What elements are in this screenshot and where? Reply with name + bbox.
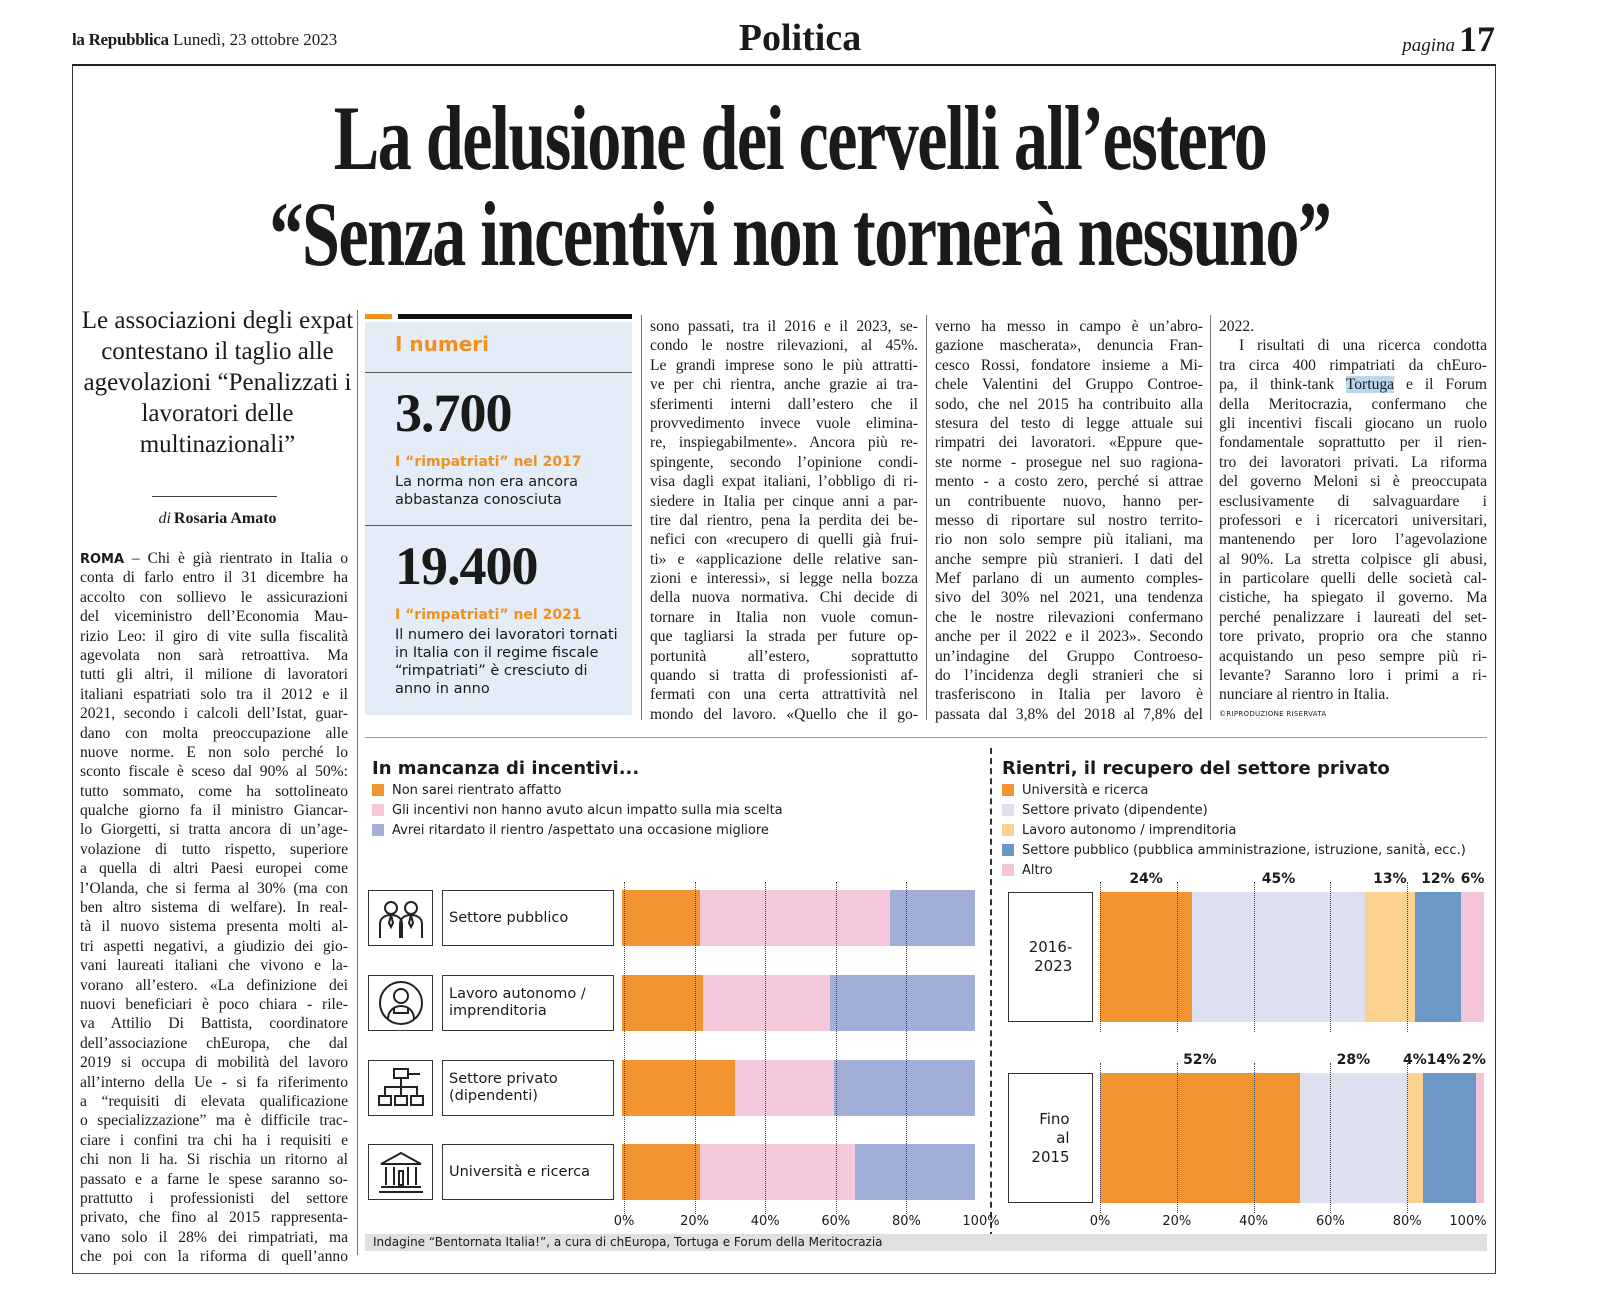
legend-label: Non sarei rientrato affatto (392, 782, 562, 798)
text-line: un contribuente nuovo, hanno per- (935, 492, 1203, 510)
text-line: passato e a farne le spese saranno so- (80, 1170, 348, 1188)
stat-description: La norma non era ancora abbastanza conosciuta (395, 474, 578, 508)
text-line: anche per il 2022 e il 2023». Secondo (935, 628, 1203, 646)
legend-label: Settore pubblico (pubblica amministrazione, istruzione, sanità, ecc.) (1022, 842, 1466, 858)
text-line: visa dagli expat italiani, l’obbligo di ri- (650, 473, 918, 491)
text-line: tri aspetti negativi, a giudizio dei gio- (80, 937, 348, 955)
text-line: nefici con «recupero di quelli già frui- (650, 531, 918, 549)
text-line: provvedimento invece vuole elimina- (650, 414, 918, 432)
text-line: acquistando un peso sempre più ri- (1219, 647, 1487, 665)
text-line: fondamentale soprattutto per il rien- (1219, 434, 1487, 452)
chart2-legend (1002, 780, 1466, 880)
x-tick-label: 40% (750, 1214, 780, 1229)
text-line: do l’incidenza degli stranieri che si (935, 667, 1203, 685)
text-line: zioni e interessi», si legge nella bozza (650, 570, 918, 588)
text-line: prattutto i professionisti del settore (80, 1189, 348, 1207)
issue-date: Lunedì, 23 ottobre 2023 (172, 30, 338, 49)
data-label: 2% (1462, 1052, 1486, 1068)
text-line (80, 549, 348, 568)
data-label: 13% (1373, 871, 1407, 887)
article-column-3 (935, 317, 1203, 724)
text-line: volazione di tutto rispetto, superiore (80, 840, 348, 858)
text-line: vano solo il 28% dei rimpatriati, ma (80, 1228, 348, 1246)
text-line: tire dal rientro, pena la perdita dei be- (650, 511, 918, 529)
x-tick-label: 60% (821, 1214, 851, 1229)
text-line: tra circa 400 rimpatriati da chEuro- (1219, 356, 1487, 374)
text-line: ciare i confini tra chi ha i requisiti e (80, 1131, 348, 1149)
data-label: 4% (1402, 1052, 1427, 1068)
text-line: levante? Saranno loro i primi a ri- (1219, 667, 1487, 685)
chart2-title: Rientri, il recupero del settore privato (1002, 758, 1390, 779)
text-line: quando si tratta di professionisti af- (650, 667, 918, 685)
legend-item (372, 780, 783, 800)
text-line: trasferiscono in Italia per lavoro è (935, 686, 1203, 704)
text-line: Mef parlano di un aumento comples- (935, 570, 1203, 588)
text-line: dano con molta preoccupazione alle (80, 724, 348, 742)
text-line: dell’associazione chEuropa, che dal (80, 1034, 348, 1052)
page-number (1402, 18, 1495, 60)
deck: Le associazioni degli expat contestano il taglio alle agevolazioni “Penalizzati i lavoratori delle multinazionali” (81, 307, 354, 458)
legend-swatch (372, 824, 384, 836)
stat-value: 3.700 (395, 383, 512, 443)
text-line: mento - a costo zero, perché si attrae (935, 473, 1203, 491)
copyright-notice: ©RIPRODUZIONE RISERVATA (1219, 710, 1327, 718)
text-line: pa, il think-tank Tortuga e il Forum (1219, 376, 1488, 394)
section-divider (365, 737, 1487, 738)
data-label: 28% (1336, 1052, 1371, 1068)
legend-swatch (1002, 804, 1014, 816)
text-line: vorano all’estero. «La definizione dei (80, 976, 348, 994)
text-line: in particolare quelli delle società cal- (1219, 570, 1487, 588)
byline-prefix: di (158, 510, 171, 527)
text-line: gazione mascherata», denuncia Fran- (935, 337, 1203, 355)
text-line: a “requisiti di elevata qualificazione (80, 1092, 348, 1110)
legend-swatch (372, 784, 384, 796)
text-line: vani laureati italiani che vivono e la- (80, 957, 348, 975)
text-line: chele Valentini del Gruppo Controe- (935, 376, 1203, 394)
x-tick-label: 0% (1089, 1214, 1111, 1229)
numbers-divider (365, 525, 632, 526)
row-label: 2016- 2023 (1008, 892, 1093, 1022)
x-tick-label: 60% (1315, 1214, 1345, 1229)
stat-label: I “rimpatriati” nel 2017 (395, 454, 582, 470)
text-line: tro dei lavoratori privati. La riforma (1219, 453, 1487, 471)
legend-item (1002, 840, 1466, 860)
text-line: all’interno della Ue - si fa riferimento (80, 1073, 348, 1091)
x-tick-label: 100% (1449, 1214, 1487, 1229)
text-line: fermati con una certa attrattività nel (650, 686, 918, 704)
column-divider (357, 310, 358, 1255)
box-accent-bar (365, 314, 392, 319)
text-line: anche sempre più stranieri. I dati del (935, 550, 1203, 568)
data-label: 52% (1183, 1052, 1217, 1068)
article-column-2 (650, 317, 918, 724)
text-line: l’Olanda, che si ferma al 30% (ma con (80, 879, 348, 897)
page-number-value: 17 (1459, 19, 1495, 59)
chart1-title: In mancanza di incentivi... (372, 758, 640, 779)
legend-swatch (1002, 844, 1014, 856)
text-line: sferimenti interni dall’estero che il (650, 395, 918, 413)
text-line: nunciare al rientro in Italia. (1219, 686, 1390, 704)
headline-line-2 (0, 183, 1600, 285)
text-line: del governo Meloni si è preoccupata (1219, 473, 1487, 491)
legend-label: Università e ricerca (1022, 782, 1149, 798)
column-divider (641, 315, 642, 720)
text-line: a quella di altri Paesi europei come (80, 860, 348, 878)
text-line: lo Giorgetti, si tratta ancora di un’age- (80, 821, 348, 839)
text-line: privato, che fino al 2015 rappresenta- (80, 1209, 348, 1227)
text-line: ti» e «applicazione delle relative san- (650, 550, 918, 568)
stat-label: I “rimpatriati” nel 2021 (395, 607, 582, 623)
legend-item (1002, 820, 1466, 840)
text-line: Le grandi imprese sono le più attratti- (650, 356, 918, 374)
text-line: rizio Leo: il giro di vite sulla fiscalità (80, 627, 348, 645)
text-line: rimpatri dei lavoratori. «Eppure que- (935, 434, 1203, 452)
text-line: re, inspiegabilmente». Ancora più re- (650, 434, 918, 452)
text-line: professori e i ricercatori universitari, (1219, 511, 1487, 529)
text-line: sono passati, tra il 2016 e il 2023, se- (650, 318, 918, 335)
text-line: passata dal 3,8% del 2018 al 7,8% del (935, 705, 1203, 723)
text-line: al 90%. La stretta colpisce gli abusi, (1219, 550, 1487, 568)
data-label: 14% (1426, 1052, 1461, 1068)
legend-label: Lavoro autonomo / imprenditoria (1022, 822, 1237, 838)
x-tick-label: 100% (962, 1214, 1000, 1229)
text-line: un’indagine del Gruppo Controeso- (935, 647, 1203, 665)
text-line: cistiche, ha spiegato il governo. Ma (1219, 589, 1487, 607)
text-line: ste norme - prosegue nel suo ragiona- (935, 453, 1203, 471)
text-line: spingente, secondo l’opinione condi- (650, 453, 918, 471)
legend-item (1002, 860, 1466, 880)
legend-label: Avrei ritardato il rientro /aspettato una occasione migliore (392, 822, 769, 838)
text-line: che le nostre rilevazioni confermano (935, 608, 1203, 626)
text-line: sivo del 30% nel 2021, una tendenza (935, 589, 1203, 607)
text-line: cesco Rossi, fondatore insieme a Mi- (935, 356, 1203, 374)
legend-swatch (1002, 824, 1014, 836)
text-line: o specializzazione” ma è difficile trac- (80, 1112, 348, 1130)
chart-source: Indagine “Bentornata Italia!”, a cura di chEuropa, Tortuga e Forum della Meritocrazia (365, 1234, 1487, 1251)
page-label: pagina (1402, 35, 1455, 56)
numbers-divider (365, 372, 632, 373)
text-span: – Chi è già rientrato in Italia o (124, 550, 348, 567)
text-line: perché penalizzare i laureati del set- (1219, 608, 1487, 626)
x-tick-label: 20% (1162, 1214, 1192, 1229)
text-line: della nuova normativa. Chi decide di (650, 589, 918, 607)
text-line: sodo, che nel 2015 ha contribuito alla (935, 395, 1203, 413)
legend-swatch (372, 804, 384, 816)
text-line: va Attilio Di Battista, coordinatore (80, 1015, 348, 1033)
paper-name: la Repubblica (72, 30, 169, 49)
text-line: della Meritocrazia, confermano che (1219, 395, 1487, 413)
legend-item (372, 820, 783, 840)
text-line: italiani espatriati solo tra il 2012 e il (80, 685, 348, 703)
chart1-legend (372, 780, 783, 840)
text-line: mondo del lavoro. «Quello che il go- (650, 705, 918, 723)
row-label: Fino al 2015 (1008, 1073, 1093, 1203)
text-line: I risultati di una ricerca condotta (1239, 337, 1487, 355)
data-label: 24% (1129, 871, 1163, 887)
headline-text-1: La delusione dei cervelli all’estero (333, 87, 1267, 189)
text-line: condo le nostre rilevazioni, al 45%. (650, 337, 918, 355)
text-line: del viceministro dell’Economia Mau- (80, 608, 348, 626)
x-tick-label: 0% (613, 1214, 635, 1229)
data-label: 6% (1460, 871, 1485, 887)
stat-value: 19.400 (395, 536, 538, 596)
article-column-1 (80, 549, 348, 1266)
category-label-text: Lavoro autonomo / imprenditoria (449, 986, 586, 1019)
data-label: 12% (1421, 871, 1455, 887)
category-label-text: Università e ricerca (449, 1163, 590, 1180)
text-line: tornare in Italia non vuole comun- (650, 608, 918, 626)
legend-label: Gli incentivi non hanno avuto alcun impatto sulla mia scelta (392, 802, 783, 818)
text-line: messo di riportare sul nostro territo- (935, 511, 1203, 529)
category-label-text: Settore privato (dipendenti) (449, 1071, 558, 1104)
category-label-text: Settore pubblico (449, 909, 569, 926)
text-line: 2019 si occupa di mobilità del lavoro (80, 1054, 348, 1072)
column-divider (1210, 315, 1211, 720)
text-line: 2021, secondo i calcoli dell’Istat, guar- (80, 705, 348, 723)
text-line: sconto fiscale è sceso dal 90% al 50%: (80, 763, 348, 781)
dateline: ROMA (80, 552, 125, 567)
selected-text-highlight: Tortuga (1345, 376, 1395, 394)
legend-swatch (1002, 864, 1014, 876)
legend-item (372, 800, 783, 820)
text-line: tà il nuovo sistema presenta molti al- (80, 918, 348, 936)
text-line: gli incentivi fiscali giocano un ruolo (1219, 414, 1487, 432)
text-line: nuovi beneficiari è poco chiara - rile- (80, 995, 348, 1013)
x-tick-label: 80% (1392, 1214, 1422, 1229)
deck-divider (152, 496, 277, 497)
box-top-bar (398, 314, 632, 319)
text-line: chi non li ha. Si rischia un ritorno al (80, 1151, 348, 1169)
text-line: stesura del testo di legge attuale sui (935, 414, 1203, 432)
text-line: tore privato, proprio ora che stanno (1219, 628, 1487, 646)
section-title: Politica (738, 17, 862, 59)
text-line: siedere in Italia per cinque anni a par- (650, 492, 918, 510)
byline (80, 510, 355, 528)
chart-divider (990, 748, 992, 1238)
headline-text-2: “Senza incentivi non tornerà nessuno” (269, 183, 1331, 285)
text-line: conta di farlo entro il 31 dicembre ha (80, 569, 348, 587)
text-line: ben altro sistema di welfare). In real- (80, 899, 348, 917)
text-line: portunità all’estero, soprattutto (650, 647, 918, 665)
text-line: ve per chi rientra, anche grazie ai tra- (650, 376, 918, 394)
stat-description: Il numero dei lavoratori tornati in Italia con il regime fiscale “rimpatriati” è cresciuto di anno in anno (395, 627, 618, 697)
text-line: tutti gli altri, il milione di lavoratori (80, 666, 348, 684)
text-line: accolto con sollievo le assicurazioni (80, 588, 348, 606)
text-line: verno ha messo in campo è un’abro- (935, 318, 1203, 335)
text-line: qualche giorno fa il ministro Giancar- (80, 802, 348, 820)
legend-item (1002, 780, 1466, 800)
numbers-box-title: I numeri (395, 332, 490, 356)
legend-item (1002, 800, 1466, 820)
text-line: tutto sommato, come ha sottolineato (80, 782, 348, 800)
x-tick-label: 80% (891, 1214, 921, 1229)
text-line: che poi con la riforma di quell’anno (80, 1248, 348, 1266)
article-column-4 (1219, 317, 1487, 705)
legend-label: Altro (1022, 862, 1053, 878)
legend-label: Settore privato (dipendente) (1022, 802, 1208, 818)
legend-swatch (1002, 784, 1014, 796)
x-tick-label: 20% (680, 1214, 710, 1229)
text-line: esclusivamente di salvaguardare i (1219, 492, 1487, 510)
text-line: rio non solo sempre più italiani, ma (935, 531, 1203, 549)
byline-author: Rosaria Amato (173, 510, 277, 527)
numbers-box (365, 322, 632, 715)
x-tick-label: 40% (1239, 1214, 1269, 1229)
headline-line-1 (0, 87, 1600, 189)
text-line: agevolata non sarà retroattiva. Ma (80, 646, 348, 664)
text-line: mantenendo per loro l’agevolazione (1219, 531, 1487, 549)
data-label: 45% (1261, 871, 1296, 887)
text-line: nuove norme. E non solo perché lo (80, 743, 348, 761)
text-line: 2022. (1219, 318, 1255, 335)
column-divider (926, 315, 927, 720)
text-line: que tagliarsi la strada per future op- (650, 628, 918, 646)
